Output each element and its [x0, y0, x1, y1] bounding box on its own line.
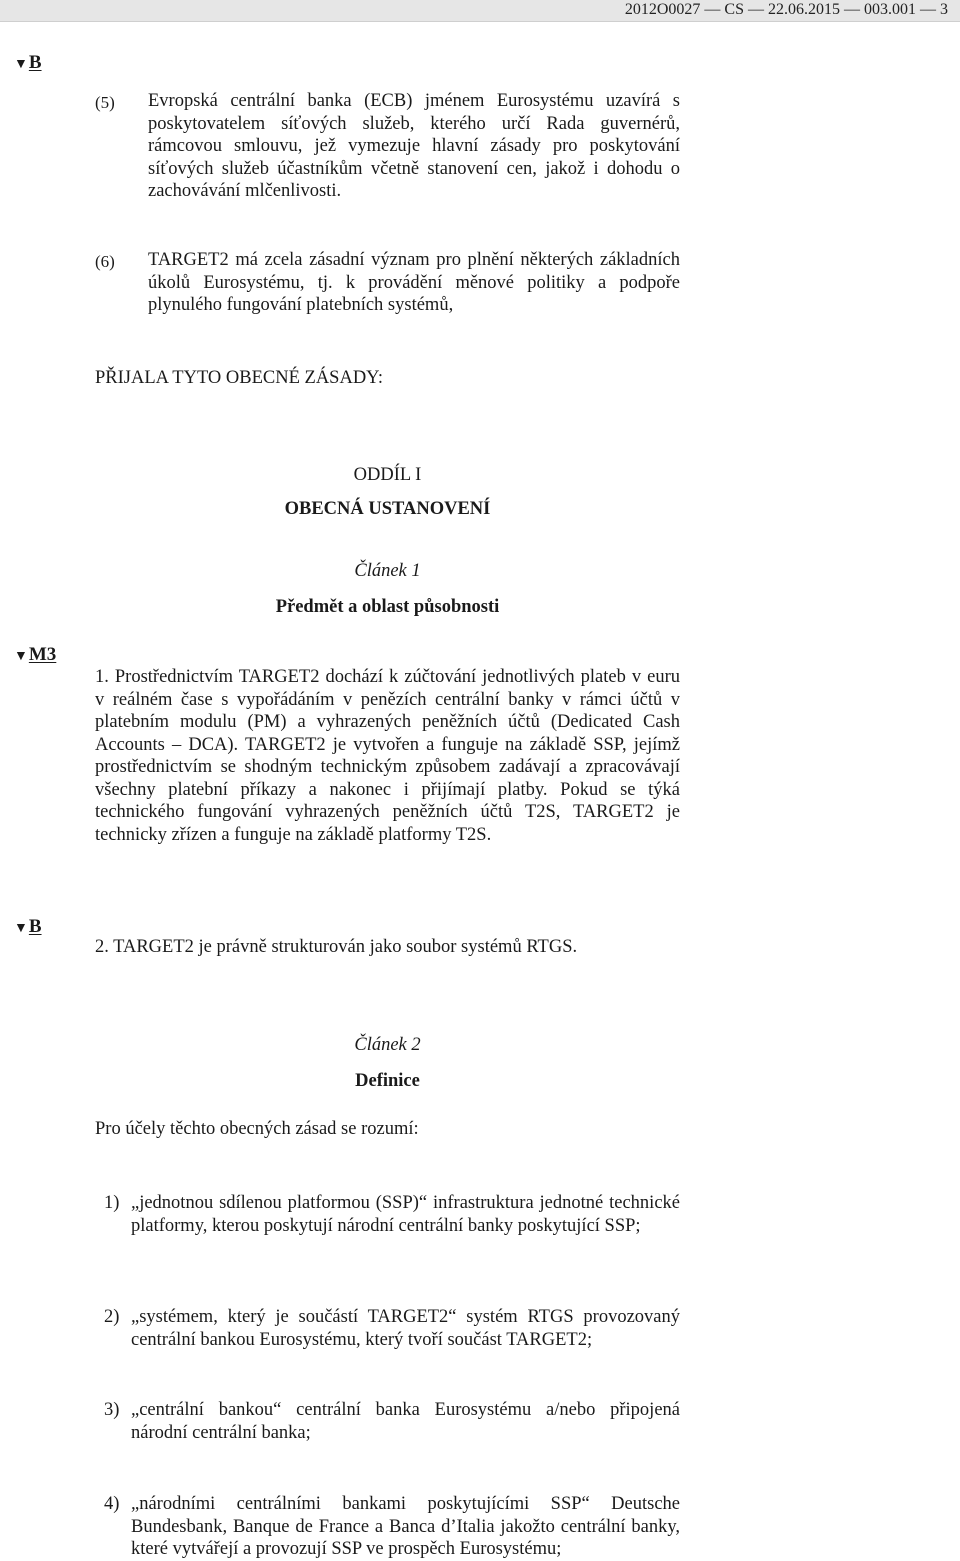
- document-reference: 2012O0027 — CS — 22.06.2015 — 003.001 — 3: [624, 1, 948, 18]
- definition-number: 4): [104, 1494, 120, 1514]
- consolidation-marker-b: [14, 916, 42, 940]
- section-label: ODDÍL I: [353, 465, 422, 485]
- triangle-down-icon: ▼: [14, 57, 28, 72]
- definition-text: „systémem, který je součástí TARGET2“ systém RTGS provozovaný centrální bankou Eurosystému, který tvoří součást TARGET2;: [131, 1307, 680, 1350]
- consolidation-marker-b: [14, 52, 42, 76]
- definition-number: 3): [104, 1400, 120, 1420]
- definition-text: „národními centrálními bankami poskytujícími SSP“ Deutsche Bundesbank, Banque de France a Banca d’Italia jakožto centrální banky, které vytvářejí a provozují SSP ve prospěch Eurosystému;: [131, 1494, 680, 1559]
- document-header: [0, 0, 960, 22]
- marker-label: B: [28, 916, 42, 937]
- definition-number: 1): [104, 1193, 120, 1213]
- marker-label: M3: [28, 644, 57, 665]
- recital-number: (5): [95, 93, 115, 112]
- article-paragraph: 2. TARGET2 je právně strukturován jako soubor systémů RTGS.: [95, 937, 578, 957]
- marker-label: B: [28, 52, 42, 73]
- article-label: Článek 2: [354, 1035, 421, 1055]
- consolidation-marker-m3: [14, 644, 56, 668]
- article-title: Předmět a oblast působnosti: [275, 597, 500, 617]
- definition-text: „centrální bankou“ centrální banka Eurosystému a/nebo připojená národní centrální banka;: [131, 1400, 680, 1443]
- recital-number: (6): [95, 252, 115, 271]
- article-paragraph: 1. Prostřednictvím TARGET2 dochází k zúčtování jednotlivých plateb v euru v reálném čase s vypořádáním v penězích centrální banky v rámci účtů v platebním modulu (PM) a vyhrazených peněžních účtů (Dedicated Cash Accounts – DCA). TARGET2 je vytvořen a funguje na základě SSP, jejímž prostřednictvím se shodným technickým způsobem zadávají a zpracovávají všechny platební příkazy a nakonec i přijímají platby. Pokud se týká technického fungování vyhrazených peněžních účtů T2S, TARGET2 je technicky zřízen a funguje na základě platformy T2S.: [95, 667, 680, 845]
- article-title: Definice: [355, 1071, 420, 1091]
- definition-text: „jednotnou sdílenou platformou (SSP)“ infrastruktura jednotné technické platformy, kterou poskytují národní centrální banky poskytující SSP;: [131, 1193, 680, 1236]
- recital-text: Evropská centrální banka (ECB) jménem Eurosystému uzavírá s poskytovatelem síťových služeb, kterého určí Rada guvernérů, rámcovou smlouvu, jež vymezuje hlavní zásady pro poskytování síťových služeb účastníkům včetně stanovení cen, jakož i dohodu o zachovávání mlčenlivosti.: [148, 91, 680, 201]
- adoption-formula: PŘIJALA TYTO OBECNÉ ZÁSADY:: [95, 368, 383, 388]
- definitions-intro: Pro účely těchto obecných zásad se rozumí:: [95, 1119, 419, 1139]
- article-label: Článek 1: [354, 561, 421, 581]
- definition-number: 2): [104, 1307, 120, 1327]
- recital-text: TARGET2 má zcela zásadní význam pro plnění některých základních úkolů Eurosystému, tj. k provádění měnové politiky a podpoře plynulého fungování platebních systémů,: [148, 250, 680, 315]
- triangle-down-icon: ▼: [14, 921, 28, 936]
- triangle-down-icon: ▼: [14, 649, 28, 664]
- section-title: OBECNÁ USTANOVENÍ: [284, 499, 491, 519]
